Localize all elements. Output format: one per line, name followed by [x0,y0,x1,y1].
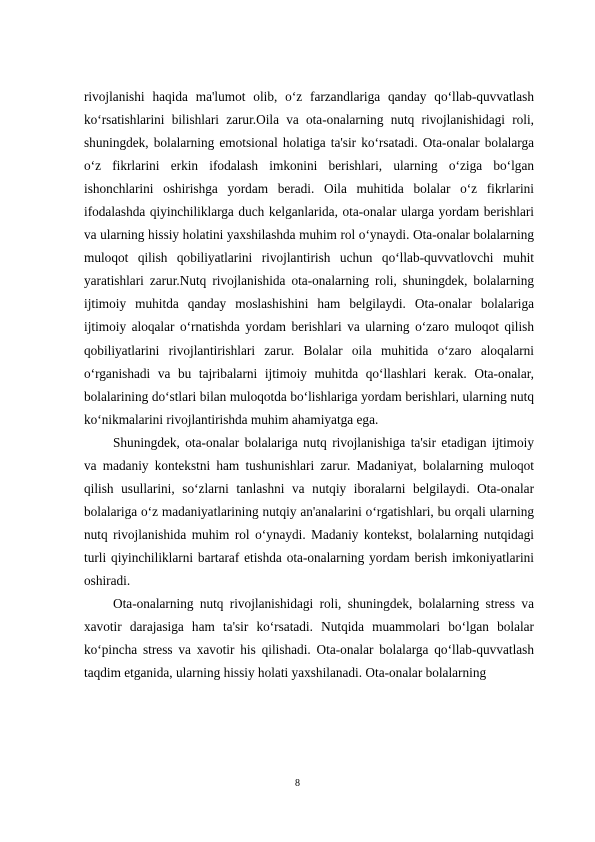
body-text [84,85,534,684]
paragraph-stress-anxiety: Ota-onalarning nutq rivojlanishidagi roli, shuningdek, bolalarning stress va xavotir darajasiga ham ta'sir ko‘rsatadi. Nutqida muammolari bo‘lgan bolalar ko‘pincha stress va xavotir his qilishadi. Ota-onalar bolalarga qo‘llab-quvvatlash taqdim etganida, ularning hissiy holati yaxshilanadi. Ota-onalar bolalarning [84,596,534,681]
paragraph-cultural-context: Shuningdek, ota-onalar bolalariga nutq rivojlanishiga ta'sir etadigan ijtimoiy va madaniy kontekstni ham tushunishlari zarur. Madaniyat, bolalarning muloqot qilish usullarini, so‘zlarni tanlashni va nutqiy iboralarni belgilaydi. Ota-onalar bolalariga o‘z madaniyatlarining nutqiy an'analarini o‘rgatishlari, bu orqali ularning nutq rivojlanishida muhim rol o‘ynaydi. Madaniy kontekst, bolalarning nutqidagi turli qiyinchiliklarni bartaraf etishda ota-onalarning yordam berish imkoniyatlarini oshiradi. [84,434,534,588]
paragraph-continued: rivojlanishi haqida ma'lumot olib, o‘z farzandlariga qanday qo‘llab-quvvatlash ko‘rsatishlarini bilishlari zarur.Oila va ota-onalarning nutq rivojlanishidagi roli, shuningdek, bolalarning emotsional holatiga ta'sir ko‘rsatadi. Ota-onalar bolalarga o‘z fikrlarini erkin ifodalash imkonini berishlari, ularning o‘ziga bo‘lgan ishonchlarini oshirishga yordam beradi. Oila muhitida bolalar o‘z fikrlarini ifodalashda qiyinchiliklarga duch kelganlarida, ota-onalar ularga yordam berishlari va ularning hissiy holatini yaxshilashda muhim rol o‘ynaydi. Ota-onalar bolalarning muloqot qilish qobiliyatlarini rivojlantirish uchun qo‘llab-quvvatlovchi muhit yaratishlari zarur.Nutq rivojlanishida ota-onalarning roli, shuningdek, bolalarning ijtimoiy muhitda qanday moslashishini ham belgilaydi. Ota-onalar bolalariga ijtimoiy aloqalar o‘rnatishda yordam berishlari va ularning o‘zaro muloqot qilish qobiliyatlarini rivojlantirishlari zarur. Bolalar oila muhitida o‘zaro aloqalarni o‘rganishadi va bu tajribalarni ijtimoiy muhitda qo‘llashlari kerak. Ota-onalar, bolalarining do‘stlari bilan muloqotda bo‘lishlariga yordam berishlari, ularning nutq ko‘nikmalarini rivojlantirishda muhim ahamiyatga ega. [84,89,534,427]
page-number: 8 [295,778,300,789]
